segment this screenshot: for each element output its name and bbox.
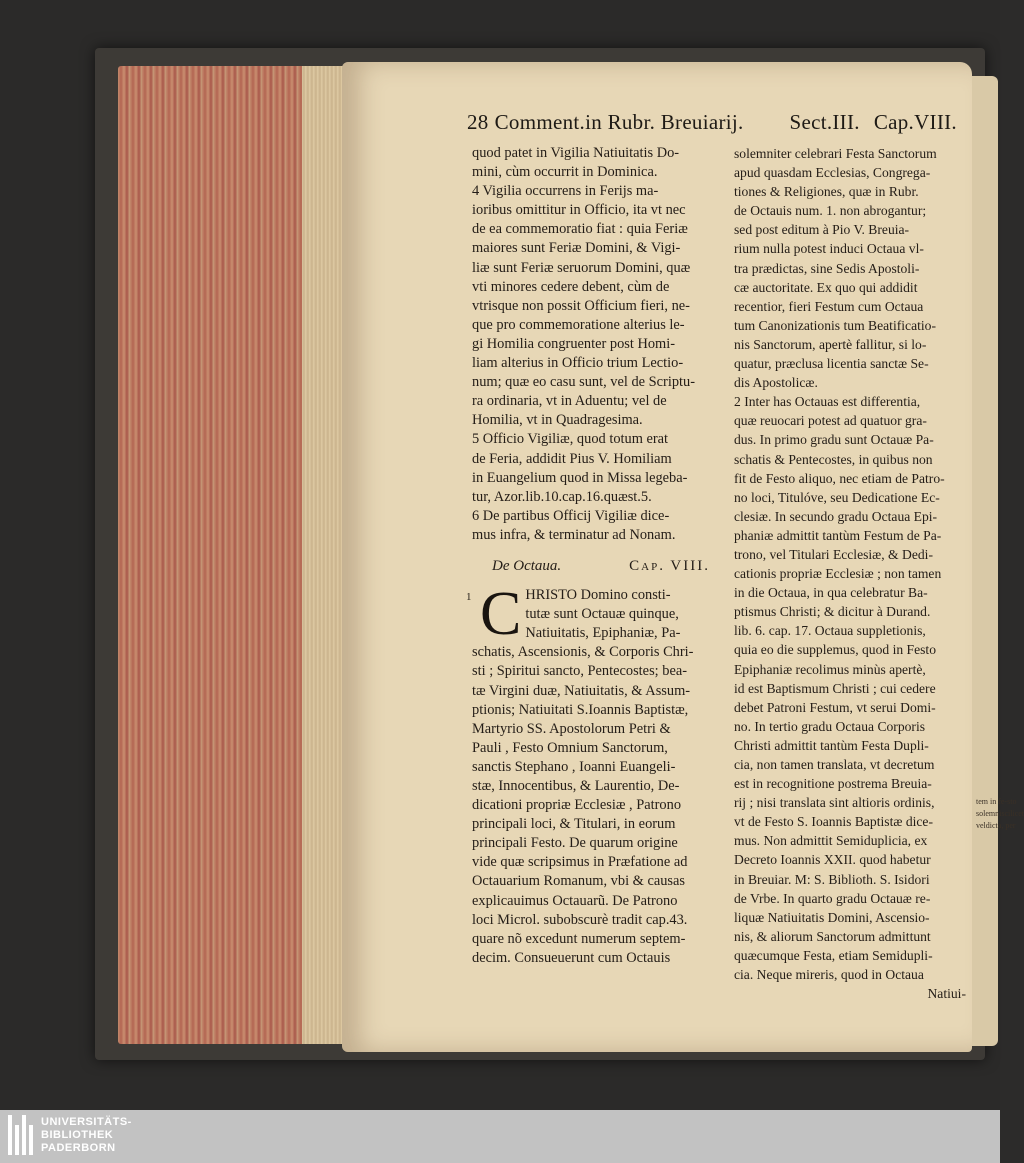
text-line: schatis & Pentecostes, in quibus non [734,451,933,467]
text-line: rij ; nisi translata sint altioris ordinis, [734,795,935,811]
text-line: Octauarium Romanum, vbi & causas [472,873,686,890]
text-line: trono, vel Titulari Ecclesiæ, & Dedi- [734,546,933,562]
text-line: mus. Non admittit Semiduplicia, ex [734,833,928,849]
text-line: cæ auctoritate. Ex quo qui addidit [734,279,918,295]
text-line: cia. Neque mireris, quod in Octaua [734,967,924,983]
text-line: fit de Festo aliquo, nec etiam de Patro- [734,470,945,486]
text-line: dis Apostolicæ. [734,375,818,391]
text-line: vtrisque non possit Officium fieri, ne- [472,297,690,314]
text-line: decim. Consueuerunt cum Octauis [472,949,671,966]
text-line: solemniter celebrari Festa Sanctorum [734,146,937,161]
text-line: loci Microl. subobscurè tradit cap.43. [472,911,688,928]
text-line: liæ sunt Feriæ seruorum Domini, quæ [472,259,691,276]
text-line: sanctis Stephano , Ioanni Euangeli- [472,758,676,775]
text-line: de Octauis num. 1. non abrogantur; [734,203,927,219]
text-line: ioribus omittitur in Officio, ita vt nec [472,202,686,219]
text-line: quare nõ excedunt numerum septem- [472,930,686,947]
library-name-line1: UNIVERSITÄTS- [41,1115,132,1128]
text-line: quia eo die supplemus, quod in Festo [734,642,937,658]
book-page [342,62,972,1052]
text-line: liquæ Natiuitatis Domini, Ascensio- [734,909,930,925]
text-line: de Vrbe. In quarto gradu Octauæ re- [734,890,931,906]
text-line: gi Homilia congruenter post Homi- [472,335,676,352]
chapter-label: Cap.VIII. [873,110,957,134]
text-line: tra prædictas, sine Sedis Apostoli- [734,260,920,276]
text-line: explicauimus Octauarũ. De Patrono [472,892,678,909]
text-line: rium nulla potest induci Octaua vl- [734,241,924,257]
margin-line: sto solemni [976,797,1017,818]
text-line: quæ reuocari potest ad quatuor gra- [734,413,927,429]
text-line: est in recognitione postrema Breuia- [734,776,932,792]
text-line: tutæ sunt Octauæ quinque, [525,606,679,623]
text-line: mini, cùm occurrit in Dominica. [472,164,658,181]
text-line: Epiphaniæ recolimus minùs apertè, [734,661,926,677]
logo-bars-icon [8,1115,33,1155]
left-column-text-a [472,144,710,545]
text-line: in Breuiar. M: S. Biblioth. S. Isidori [734,871,930,887]
text-line: Homilia, vt in Quadragesima. [472,412,643,429]
text-line: liam alterius in Officio trium Lectio- [472,355,684,372]
text-line: clesiæ. In secundo gradu Octaua Epi- [734,508,938,524]
text-line: principali loci, & Titulari, in eorum [472,816,676,833]
chapter-heading [492,557,710,576]
text-line: de Feria, addidit Pius V. Homiliam [472,450,672,467]
text-line: dicationi propriæ Ecclesiæ , Patrono [472,797,682,814]
text-line: 6 De partibus Officij Vigiliæ dice- [472,507,670,524]
text-line: num; quæ eo casu sunt, vel de Scriptu- [472,374,696,391]
text-line: vti minores cedere debent, cùm de [472,278,670,295]
text-line: que pro commemoratione alterius le- [472,316,685,333]
running-header [467,110,957,135]
text-line: Decreto Ioannis XXII. quod habetur [734,852,931,868]
text-line: Natiuitatis, Epiphaniæ, Pa- [525,625,681,642]
text-line: sti ; Spiritui sancto, Pentecostes; bea- [472,663,688,680]
library-name-line3: PADERBORN [41,1141,116,1154]
text-line: ptismus Christi; & dicitur à Durand. [734,604,931,620]
adjacent-page-edge [972,76,1024,1046]
text-line: HRISTO Domino consti- [525,587,671,604]
text-line: in die Octaua, in qua celebratur Ba- [734,585,928,601]
text-line: cia, non tamen translata, vt decretum [734,757,935,772]
text-line: id est Baptismum Christi ; cui cedere [734,680,936,696]
chapter-number: Cap. VIII. [629,557,710,574]
chapter-opening [466,580,710,968]
left-text-column [466,144,710,968]
text-line: quod patet in Vigilia Natiuitatis Do- [472,145,680,161]
text-line: tur, Azor.lib.10.cap.16.quæst.5. [472,488,652,505]
text-line: phaniæ admittit tantùm Festum de Pa- [734,527,942,543]
margin-line: scilicet vel [976,809,1024,830]
adjacent-page-margin-note [976,796,1024,832]
text-line: mus infra, & terminatur ad Nonam. [472,526,676,543]
text-line: principali Festo. De quarum origine [472,835,678,852]
text-line: in Euangelium quod in Missa legeba- [472,469,688,486]
right-text-column [734,144,966,1003]
text-line: 2 Inter has Octauas est differentia, [734,394,921,410]
text-line: stæ, Innocentibus, & Laurentio, De- [472,778,680,794]
text-line: maiores sunt Feriæ Domini, & Vigi- [472,240,681,257]
text-line: nis, & aliorum Sanctorum admittunt [734,928,931,944]
text-line: vt de Festo S. Ioannis Baptistæ dice- [734,814,933,830]
library-footer [0,1110,1000,1163]
text-line: dus. In primo gradu sunt Octauæ Pa- [734,432,934,448]
margin-line: dicta, per [985,821,1016,830]
margin-line: tem in fe- [976,797,1008,806]
text-line: vide quæ scripsimus in Præfatione ad [472,854,688,871]
text-line: lib. 6. cap. 17. Octaua suppletionis, [734,623,926,639]
text-line: nis Sanctorum, apertè fallitur, si lo- [734,336,927,352]
text-line: tum Canonizationis tum Beatificatio- [734,317,936,333]
text-line: no loci, Titulóve, seu Dedicatione Ec- [734,489,940,505]
text-line: tæ Virgini duæ, Natiuitatis, & Assum- [472,682,691,699]
text-line: de ea commemoratio fiat : quia Feriæ [472,221,688,238]
text-line: schatis, Ascensionis, & Corporis Chri- [472,644,694,661]
text-line: Martyrio SS. Apostolorum Petri & [472,720,671,737]
drop-capital: C [480,580,522,649]
left-column-text-b [472,580,710,968]
text-line: tiones & Religiones, quæ in Rubr. [734,184,919,200]
text-line: apud quasdam Ecclesias, Congrega- [734,165,931,181]
library-logo [8,1115,132,1155]
running-title: Comment.in Rubr. Breuiarij. [494,110,744,134]
text-line: cationis propriæ Ecclesiæ ; non tamen [734,566,942,582]
text-line: quatur, præclusa licentia sanctæ Se- [734,356,929,372]
text-line: debet Patroni Festum, vt serui Domi- [734,699,936,715]
text-line: Pauli , Festo Omnium Sanctorum, [472,739,668,756]
library-name-line2: BIBLIOTHEK [41,1128,114,1141]
text-line: no. In tertio gradu Octaua Corporis [734,718,926,734]
text-line: sed post editum à Pio V. Breuia- [734,222,910,238]
section-label: Sect.III. [789,110,860,134]
text-line: 4 Vigilia occurrens in Ferijs ma- [472,183,659,200]
paragraph-number: 1 [466,591,472,604]
text-line: quæcumque Festa, etiam Semidupli- [734,947,933,963]
text-line: ra ordinaria, vt in Aduentu; vel de [472,393,667,410]
library-name [41,1116,132,1155]
text-line: 5 Officio Vigiliæ, quod totum erat [472,431,669,448]
right-column-text [734,144,966,984]
page-number: 28 [467,110,489,134]
text-line: Christi admittit tantùm Festa Dupli- [734,737,929,753]
text-line: ptionis; Natiuitati S.Ioannis Baptistæ, [472,701,689,718]
book-fore-edge [118,66,346,1044]
catchword: Natiui- [927,986,966,1002]
chapter-title: De Octaua. [492,557,562,574]
text-line: recentior, fieri Festum cum Octaua [734,298,924,314]
